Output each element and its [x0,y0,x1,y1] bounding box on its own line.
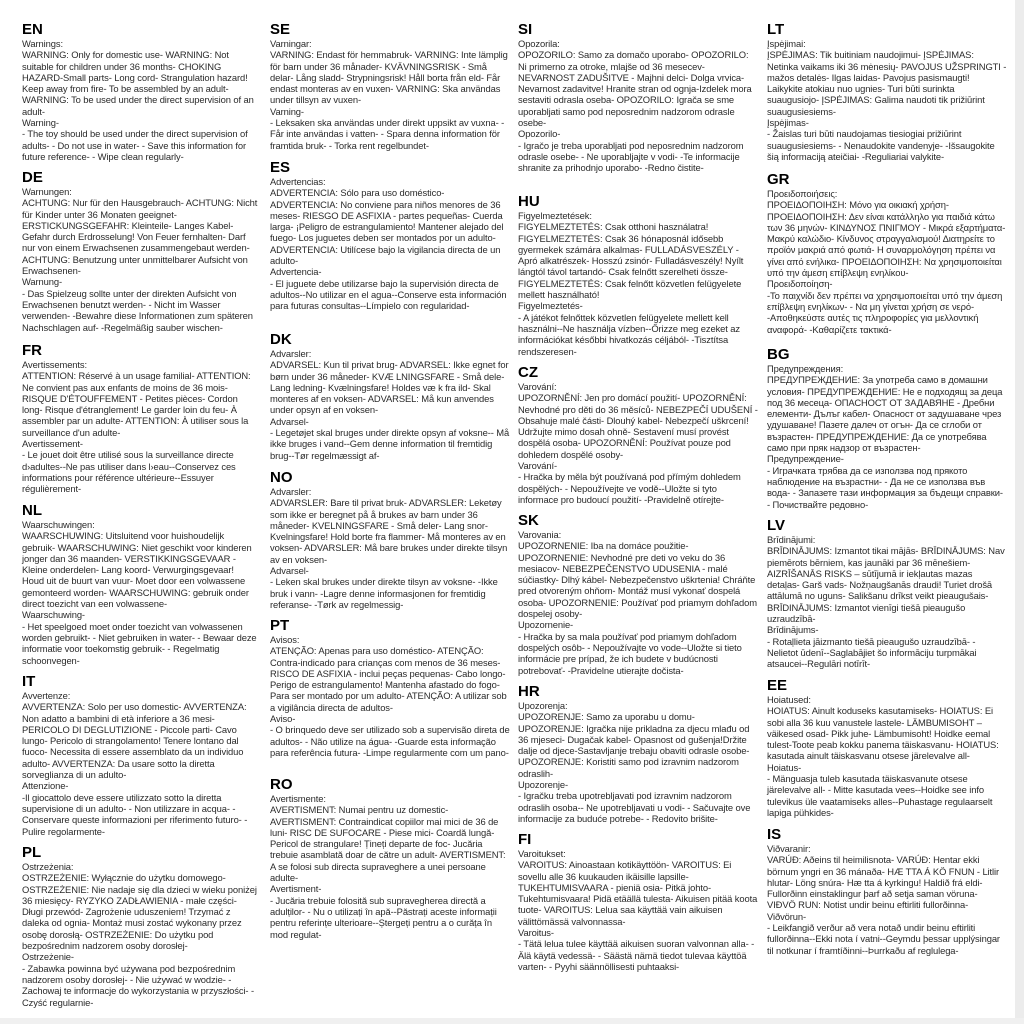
warning-text: - Jucăria trebuie folosită sub supravegherea directă a adulților- - Nu o utilizați în apă--Păstrați aceste informații pentru referințe ulterioare--Ștergeți pentru a o curăța în mod regulat- [270,894,497,940]
warning-text: FIGYELMEZTETÉS: Csak otthoni használatra! FIGYELMEZTETÉS: Csak 36 hónaposnál idősebb gyermekek számára alkalmas- FULLADÁSVESZÉLY - Apró alkatrészek- Hosszú zsinór- Fulladásveszély! Nyílt lángtól távol tartandó- Csak felnőtt szerelheti össze- FIGYELMEZTETÉS: Csak felnőtt közvetlen felügyelete mellett használható! [518,221,744,301]
warning-title: Attenzione- [22,780,69,792]
section-en [22,22,258,162]
section-lt [767,22,1007,162]
warning-text: - Igračku treba upotrebljavati pod izravnim nadzorom odraslih osoba-- Ne upotrebljavati u vodi- - Sačuvajte ove informacije za buduće potrebe- - Redovito brišite- [518,790,751,824]
warning-title: Предупреждения: [767,363,844,374]
warning-text: ATENÇÃO: Apenas para uso doméstico- ATENÇÃO: Contra-indicado para crianças com menos de 36 meses- RISCO DE ASFIXIA - inclui peças pequenas- Cabo longo- Perigo de estrangulamento! Mantenha afastado do fogo- Para ser montado por um adulto- ATENÇÃO: A utilizar sob a vigilância directa de adultos- [270,645,507,713]
warning-title: Brīdinājumi: [767,534,816,545]
section-hr [518,684,758,824]
warning-text: WAARSCHUWING: Uitsluitend voor huishoudelijk gebruik- WAARSCHUWING: Niet geschikt voor kinderen jonger dan 36 maanden- VERSTIKKINGSGEVAAR - Kleine onderdelen- Lang koord- Verwurgingsgevaar! Houd uit de buurt van vuur- Moet door een volwassene gemonteerd worden- WAARSCHUWING: gebruik onder direct toezicht van een volwassene- [22,530,252,610]
warning-text: - Igračo je treba uporabljati pod neposrednim nadzorom odrasle osebe- - Ne uporabljajte v vodi- -Te informacije shranite za prihodnjo uporabo- -Redno čistite- [518,139,744,174]
page-edge-bottom [0,1018,1024,1024]
language-code-heading: PL [22,844,42,861]
warning-title: Opozorila: [518,38,560,49]
section-it [22,674,258,837]
warning-text: - Mänguasja tuleb kasutada täiskasvanute otsese järelevalve all- - Mitte kasutada vees--Hoidke see info tulevikus üle vaatamiseks alles--Puhastage regulaarselt lapiga pühkides- [767,773,993,818]
section-se [270,22,510,151]
warning-text: - O brinquedo deve ser utilizado sob a supervisão direta de adultos- - Não utilize na água- -Guarde esta informação para referência futura- -Limpe regularmente com um pano- [270,724,510,758]
language-code-heading: SK [518,512,539,529]
warning-text: - Leken skal brukes under direkte tilsyn av voksne- -Ikke bruk i vann- -Lagre denne informasjonen for fremtidig referanse- -Tørk av regelmessig- [270,576,498,610]
warning-title: Advarsel- [270,415,309,427]
warning-title: Avertissement- [22,438,83,450]
warning-title: Viðvörun- [767,910,807,922]
warning-text: - Играчката трябва да се използва под прякото наблюдение на възрастни- - Да не се използва във вода- - Запазете тази информация за бъдещи справки- - Почиствайте редовно- [767,464,1003,510]
section-cz [518,365,758,505]
language-code-heading: EN [22,21,43,38]
warning-title: Įspėjimai: [767,38,806,49]
warning-text: ĮSPĖJIMAS: Tik buitiniam naudojimui- ĮSPĖJIMAS: Netinka vaikams iki 36 mėnesių- PAVOJUS UŽSPRINGTI - mažos detalės- Ilgas laidas- Pavojus pasismaugti! Laikykite atokiau nuo ugnies- Turi būti surinkta suaugusiojo- ĮSPĖJIMAS: Galima naudoti tik prižiūrint suaugusiesiems- [767,49,1007,117]
section-si [518,22,758,174]
section-no [270,470,510,610]
warning-title: Įspėjimas- [767,117,809,129]
warning-text: ΠΡΟΕΙΔΟΠΟΙΗΣΗ: Μόνο για οικιακή χρήση- ΠΡΟΕΙΔΟΠΟΙΗΣΗ: Δεν είναι κατάλληλο για παιδιά κάτω των 36 μηνών- ΚΙΝΔΥΝΟΣ ΠΝΙΓΜΟΥ - Μικρά εξαρτήματα- Μακρύ καλώδιο- Κίνδυνος στραγγαλισμού! Διατηρείτε το προϊόν μακριά από φωτιά- Η συναρμολόγηση πρέπει να γίνει από ενήλικα- ΠΡΟΕΙΔΟΠΟΙΗΣΗ: Να χρησιμοποιείται υπό την άμεση επίβλεψη ενηλίκου- [767,199,1006,279]
warning-title: Varování- [518,460,558,472]
warning-title: Advarsler: [270,486,312,497]
warning-text: ПРЕДУПРЕЖДЕНИЕ: За употреба само в домашни условия- ПРЕДУПРЕЖДЕНИЕ: Не е подходящ за деца под 36 месеца- ОПАСНОСТ ОТ ЗАДАВЯНЕ - Дребни елементи- Дълъг кабел- Опасност от задушаване чрез удушаване! Пазете далеч от огън- Да се сглоби от възрастен- ПРЕДУПРЕЖДЕНИЕ: Да се употребява само при пряк надзор от възрастен- [767,374,1003,454]
warning-text: ADVERTENCIA: Sólo para uso doméstico- ADVERTENCIA: No conviene para niños menores de 36 meses- RIESGO DE ASFIXIA - partes pequeñas- Cuerda larga- ¡Peligro de estrangulamiento! Mantener alejado del fuego- Los juguetes deben ser montados por un adulto- ADVERTENCIA: Utilícese bajo la vigilancia directa de un adulto- [270,187,504,267]
warning-text: BRĪDINĀJUMS: Izmantot tikai mājās- BRĪDINĀJUMS: Nav piemērots bērniem, kas jaunāki par 36 mēnešiem- AIZRĪŠANĀS RISKS – sūtījumā ir iekļautas mazas detaļas- Garš vads- Nožņaugšanās draudi! Turiet drošā attālumā no uguns- Salikšanu drīkst veikt pieaugušais- BRĪDINĀJUMS: Izmantot vienīgi tiešā pieaugušo uzraudzībā- [767,545,1005,625]
warning-text: VARNING: Endast för hemmabruk- VARNING: Inte lämplig för barn under 36 månader- KVÄVNINGSRISK - Små delar- Lång sladd- Strypningsrisk! Håll borta från eld- Får endast monteras av en vuxen- VARNING: Ska användas under tillsyn av vuxen- [270,49,508,106]
warning-text: - Das Spielzeug sollte unter der direkten Aufsicht von Erwachsenen benutzt werden- - Nicht im Wasser verwenden- -Bewahre diese Informationen zum späteren Nachschlagen auf- -Regelmäßig sauber wischen- [22,287,253,333]
section-is [767,827,1007,956]
warning-text: - Zabawka powinna być używana pod bezpośrednim nadzorem osoby dorosłej- - Nie używać w wodzie- - Zachowaj te informacje do wykorzystania w przyszłości- - Czyść regularnie- [22,962,254,1008]
section-dk [270,332,510,461]
section-sk [518,513,758,676]
language-code-heading: IT [22,673,36,690]
warning-text: - Leikfangið verður að vera notað undir beinu eftirliti fullorðinna--Ekki nota í vatni--Geymdu þessar upplýsingar til notkunar í framtíðinni--Þurrkaðu af reglulega- [767,922,1000,956]
warning-title: Varování: [518,381,557,392]
warning-text: - Het speelgoed moet onder toezicht van volwassenen worden gebruikt- - Niet gebruiken in water- - Bewaar deze informatie voor toekomstig gebruik- - Regelmatig schoonvegen- [22,620,257,666]
warning-title: Waarschuwingen: [22,519,95,530]
warning-title: Upozorenje- [518,779,568,791]
language-code-heading: LT [767,21,785,38]
language-code-heading: FI [518,831,532,848]
warning-text: - El juguete debe utilizarse bajo la supervisión directa de adultos--No utilizar en el agua--Conserve esta información para futuras consultas--Límpielo con regularidad- [270,277,507,312]
warning-text: UPOZORNENIE: Iba na domáce použitie- UPOZORNENIE: Nevhodné pre deti vo veku do 36 mesiacov- NEBEZPEČENSTVO UDUSENIA - malé súčiastky- Dlhý kábel- Nebezpečenstvo uškrtenia! Chráňte pred otvoreným ohňom- Montáž musí vykonať dospelá osoba- UPOZORNENIE: Používať pod priamym dohľadom dospelej osoby- [518,540,757,620]
warning-text: -Το παιχνίδι δεν πρέπει να χρησιμοποιείται υπό την άμεση επίβλεψη ενηλίκων- - Να μη γίνεται χρήση σε νερό- -Αποθηκεύστε αυτές τις πληροφορίες για μελλοντική αναφορά- -Καθαρίζετε τακτικά- [767,289,1003,335]
warning-text: -Il giocattolo deve essere utilizzato sotto la diretta supervisione di un adulto- - Non utilizzare in acqua- -Conservare queste informazioni per riferimento futuro- -Pulire regolarmente- [22,791,248,837]
language-code-heading: NL [22,502,42,519]
page-edge-right [1015,0,1024,1024]
warning-text: UPOZORENJE: Samo za uporabu u domu-UPOZORENJE: Igračka nije prikladna za djecu mlađu od 36 mjeseci- Dugačak kabel- Opasnost od gušenja!Držite dalje od djece-Sastavljanje trebaju obaviti odrasle osobe- UPOZORENJE: Koristiti samo pod izravnim nadzorom odraslih- [518,711,750,779]
language-code-heading: CZ [518,364,538,381]
warning-text: - Legetøjet skal bruges under direkte opsyn af voksne-- Må ikke bruges i vand--Gem denne information til fremtidig brug--Tør regelmæssigt af- [270,427,510,461]
warning-text: OSTRZEŻENIE: Wyłącznie do użytku domowego- OSTRZEŻENIE: Nie nadaje się dla dzieci w wieku poniżej 36 miesięcy- RYZYKO ZADŁAWIENIA - małe części- Długi przewód- Zagrożenie uduszeniem! Trzymać z daleka od ognia- Montaż musi zostać wykonany przez osobę dorosłą- OSTRZEŻENIE: Do użytku pod bezpośrednim nadzorem osoby dorosłej- [22,872,257,952]
warning-text: AVVERTENZA: Solo per uso domestic- AVVERTENZA: Non adatto a bambini di età inferiore a 36 mesi- PERICOLO DI DEGLUTIZIONE - Piccole parti- Cavo lungo- Pericolo di strangolamento! Tenere lontano dal fuoco- Necessita di essere assemblato da un individuo adulto- AVVERTENZA: Da usare sotto la diretta sorveglianza di un adulto- [22,701,247,781]
warning-title: Varoitukset: [518,848,566,859]
section-ro [270,777,510,940]
warning-title: Hoiatus- [767,761,802,773]
warning-title: Ostrzeżenia: [22,861,74,872]
language-code-heading: IS [767,826,782,843]
language-code-heading: LV [767,517,786,534]
warning-text: WARNING: Only for domestic use- WARNING: Not suitable for children under 36 months- CHOKING HAZARD-Small parts- Long cord- Strangulation hazard! Keep away from fire- To be assembled by an adult- WARNING: To be used under the direct supervision of an adult- [22,49,254,117]
warning-title: Figyelmeztetés- [518,300,583,312]
language-code-heading: HU [518,193,540,210]
warning-title: Brīdinājums- [767,624,819,636]
warning-text: - The toy should be used under the direct supervision of adults- - Do not use in water- - Save this information for future reference- - Wipe clean regularly- [22,128,248,162]
warning-title: Varoitus- [518,927,554,939]
warning-title: Upozorenja: [518,700,568,711]
section-nl [22,503,258,666]
warning-title: Advarsel- [270,565,309,577]
warning-title: Avertissements: [22,359,88,370]
warning-title: Varning- [270,105,304,117]
language-code-heading: DE [22,169,43,186]
warning-text: OPOZORILO: Samo za domačo uporabo- OPOZORILO: Ni primerno za otroke, mlajše od 36 mesecev- NEVARNOST ZADUŠITVE - Majhni delci- Dolga vrvica- Nevarnost zadavitve! Hranite stran od ognja-Izdelek mora sestaviti odrasla oseba- OPOZORILO: Igrača se sme uporabljati samo pod neposrednim nadzorom odrasle osebe- [518,49,752,129]
warning-text: - A játékot felnőttek közvetlen felügyelete mellett kell használni--Ne használja vízben--Őrizze meg ezeket az információkat későbbi hivatkozás céljából- -Tisztítsa rendszeresen- [518,311,740,357]
language-code-heading: RO [270,776,293,793]
section-ee [767,678,1007,818]
warning-text: ADVARSLER: Bare til privat bruk- ADVARSLER: Leketøy som ikke er beregnet på å brukes av barn under 36 måneder- KVELNINGSFARE - Små deler- Lang snor- Kvelningsfare! Hold borte fra flammer- Må monteres av en voksen- ADVARSLER: Må bare brukes under direkte tilsyn av en voksen- [270,497,508,565]
warning-text: - Le jouet doit être utilisé sous la surveillance directe d›adultes--Ne pas utiliser dans l›eau--Conservez ces informations pour référence ultérieure--Essuyer régulièrement- [22,449,236,495]
warning-title: Warnings: [22,38,63,49]
warning-title: Προειδοποίηση- [767,278,833,290]
warning-title: Advertencias: [270,176,326,187]
warning-title: Προειδοποιήσεις: [767,188,838,199]
section-fr [22,343,258,495]
language-code-heading: HR [518,683,540,700]
warning-text: HOIATUS: Ainult koduseks kasutamiseks- HOIATUS: Ei sobi alla 36 kuu vanustele lastele- LÄMBUMISOHT – väikesed osad- Pikk juhe- Lämbumisoht! Hoidke eemal tulest-Toote peab kokku panema täiskasvanu- HOIATUS: kasutada ainult täiskasvanu otsese järelevalve all- [767,705,999,762]
language-code-heading: NO [270,469,293,486]
language-code-heading: DK [270,331,292,348]
warning-title: Opozorilo- [518,128,561,140]
section-fi [518,832,758,972]
section-hu [518,194,758,357]
language-code-heading: GR [767,171,790,188]
section-de [22,170,258,333]
warning-title: Advertencia- [270,266,322,278]
language-code-heading: ES [270,159,291,176]
section-es [270,160,510,312]
warning-title: Advarsler: [270,348,312,359]
warning-title: Warning- [22,117,59,129]
warning-text: - Leksaken ska användas under direkt uppsikt av vuxna- - Får inte användas i vatten- - Spara denna information för framtida bruk- - Torka rent regelbundet- [270,117,505,151]
warning-text: - Hračka by sa mala používať pod priamym dohľadom dospelých osôb- - Nepoužívajte vo vode--Uložte si tieto informácie pre prípad, že ich budete v budúcnosti potrebovať- -Pravidelne utierajte dočista- [518,630,742,676]
warning-title: Waarschuwing- [22,609,85,621]
warning-title: Avisos: [270,634,300,645]
warning-text: AVERTISMENT: Numai pentru uz domestic- AVERTISMENT: Contraindicat copiilor mai mici de 36 de luni- RISC DE SUFOCARE - Piese mici- Coardă lungă- Pericol de strangulare! Țineți departe de foc- Jucăria trebuie asamblată doar de către un adult- AVERTISMENT: A se folosi sub directa supraveghere a unei persoane adulte- [270,804,506,884]
language-code-heading: BG [767,346,790,363]
warning-title: Avertismente: [270,793,326,804]
warning-text: ADVARSEL: Kun til privat brug- ADVARSEL: Ikke egnet for børn under 36 måneder- KVÆ LNINGSFARE - Små dele- Lang ledning- Kvælningsfare! Holdes væ k fra ild- Skal monteres af en voksen- ADVARSEL: Må kun anvendes under opsyn af en voksen- [270,359,509,416]
warning-title: Hoiatused: [767,694,811,705]
warning-text: - Žaislas turi būti naudojamas tiesiogiai prižiūrint suaugusiesiems- - Nenaudokite vandenyje- -Išsaugokite šią informaciją ateičiai- -Reguliariai valykite- [767,128,995,162]
warning-text: UPOZORNĚNÍ: Jen pro domácí použití- UPOZORNĚNÍ: Nevhodné pro děti do 36 měsíců- NEBEZPEČÍ UDUŠENÍ - Obsahuje malé části- Dlouhý kabel- Nebezpečí uškrcení! Udržujte mimo dosah ohně- Sestavení musí provést dospělá osoba- UPOZORNĚNÍ: Používat pouze pod dohledem dospělé osoby- [518,392,758,460]
warning-title: Avertisment- [270,883,322,895]
warning-title: Upozornenie- [518,619,574,631]
warning-title: Warnungen: [22,186,72,197]
warning-title: Предупреждение- [767,453,844,465]
language-code-heading: EE [767,677,788,694]
warning-title: Varovania: [518,529,562,540]
language-code-heading: SE [270,21,291,38]
warning-title: Ostrzeżenie- [22,951,74,963]
warning-text: VARÚÐ: Aðeins til heimilisnota- VARÚÐ: Hentar ekki börnum yngri en 36 mánaða- HÆ TTA Á KÖ FNUN - Litlir hlutar- Löng snúra- Hæ tta á kyrkingu! Haldið frá eldi- Fullorðinn einstaklingur þarf að setja saman vöruna- VIÐVÖ RUN: Notist undir beinu eftirliti fullorðinna- [767,854,1000,911]
language-code-heading: SI [518,21,533,38]
language-code-heading: FR [22,342,42,359]
warning-title: Figyelmeztetések: [518,210,592,221]
warning-text: - Hračka by měla být používaná pod přímým dohledem dospělých- - Nepoužívejte ve vodě--Uložte si tyto informace pro budoucí použití- -Pravidelně otírejte- [518,471,741,505]
section-bg [767,347,1007,510]
warning-title: Aviso- [270,713,296,725]
section-gr [767,172,1007,335]
warning-text: ACHTUNG: Nur für den Hausgebrauch- ACHTUNG: Nicht für Kinder unter 36 Monaten geeignet- ERSTICKUNGSGEFAHR: Kleinteile- Langes Kabel- Gefahr durch Erdrosselung! Von Feuer fernhalten- Darf nur von einem Erwachsenen zusammengebaut werden- ACHTUNG: Benutzung unter unmittelbarer Aufsicht von Erwachsenen- [22,197,258,277]
warning-text: VAROITUS: Ainoastaan kotikäyttöön- VAROITUS: Ei sovellu alle 36 kuukauden ikäisille lapsille- TUKEHTUMISVAARA - pieniä osia- Pitkä johto- Tukehtumisvaara! Pidä etäällä tulesta- Aikuisen pitää koota tuote- VAROITUS: Lelua saa käyttää vain aikuisen välittömässä valvonnassa- [518,859,758,927]
language-code-heading: PT [270,617,290,634]
section-pl [22,845,258,1008]
warning-text: - Rotaļlieta jāizmanto tiešā pieaugušo uzraudzībā- - Nelietot ūdenī--Saglabājiet šo informāciju turpmākai atsaucei--Regulāri notīrīt- [767,635,977,670]
warning-text: - Tätä lelua tulee käyttää aikuisen suoran valvonnan alla- - Älä käytä vedessä- - Säästä nämä tiedot tulevaa käyttöä varten- - Pyyhi säännöllisesti puhtaaksi- [518,938,755,972]
warning-text: ATTENTION: Réservé à un usage familial- ATTENTION: Ne convient pas aux enfants de moins de 36 mois- RISQUE D'ÉTOUFFEMENT - Petites pièces- Cordon long- Risque d'étranglement! Le garder loin du feu- À assembler par un adulte- ATTENTION: À utiliser sous la surveillance d'un adulte- [22,370,251,438]
section-lv [767,518,1007,670]
warning-title: Varningar: [270,38,312,49]
warning-title: Avvertenze: [22,690,71,701]
warning-title: Warnung- [22,276,63,288]
warning-title: Viðvaranir: [767,843,811,854]
section-pt [270,618,510,758]
